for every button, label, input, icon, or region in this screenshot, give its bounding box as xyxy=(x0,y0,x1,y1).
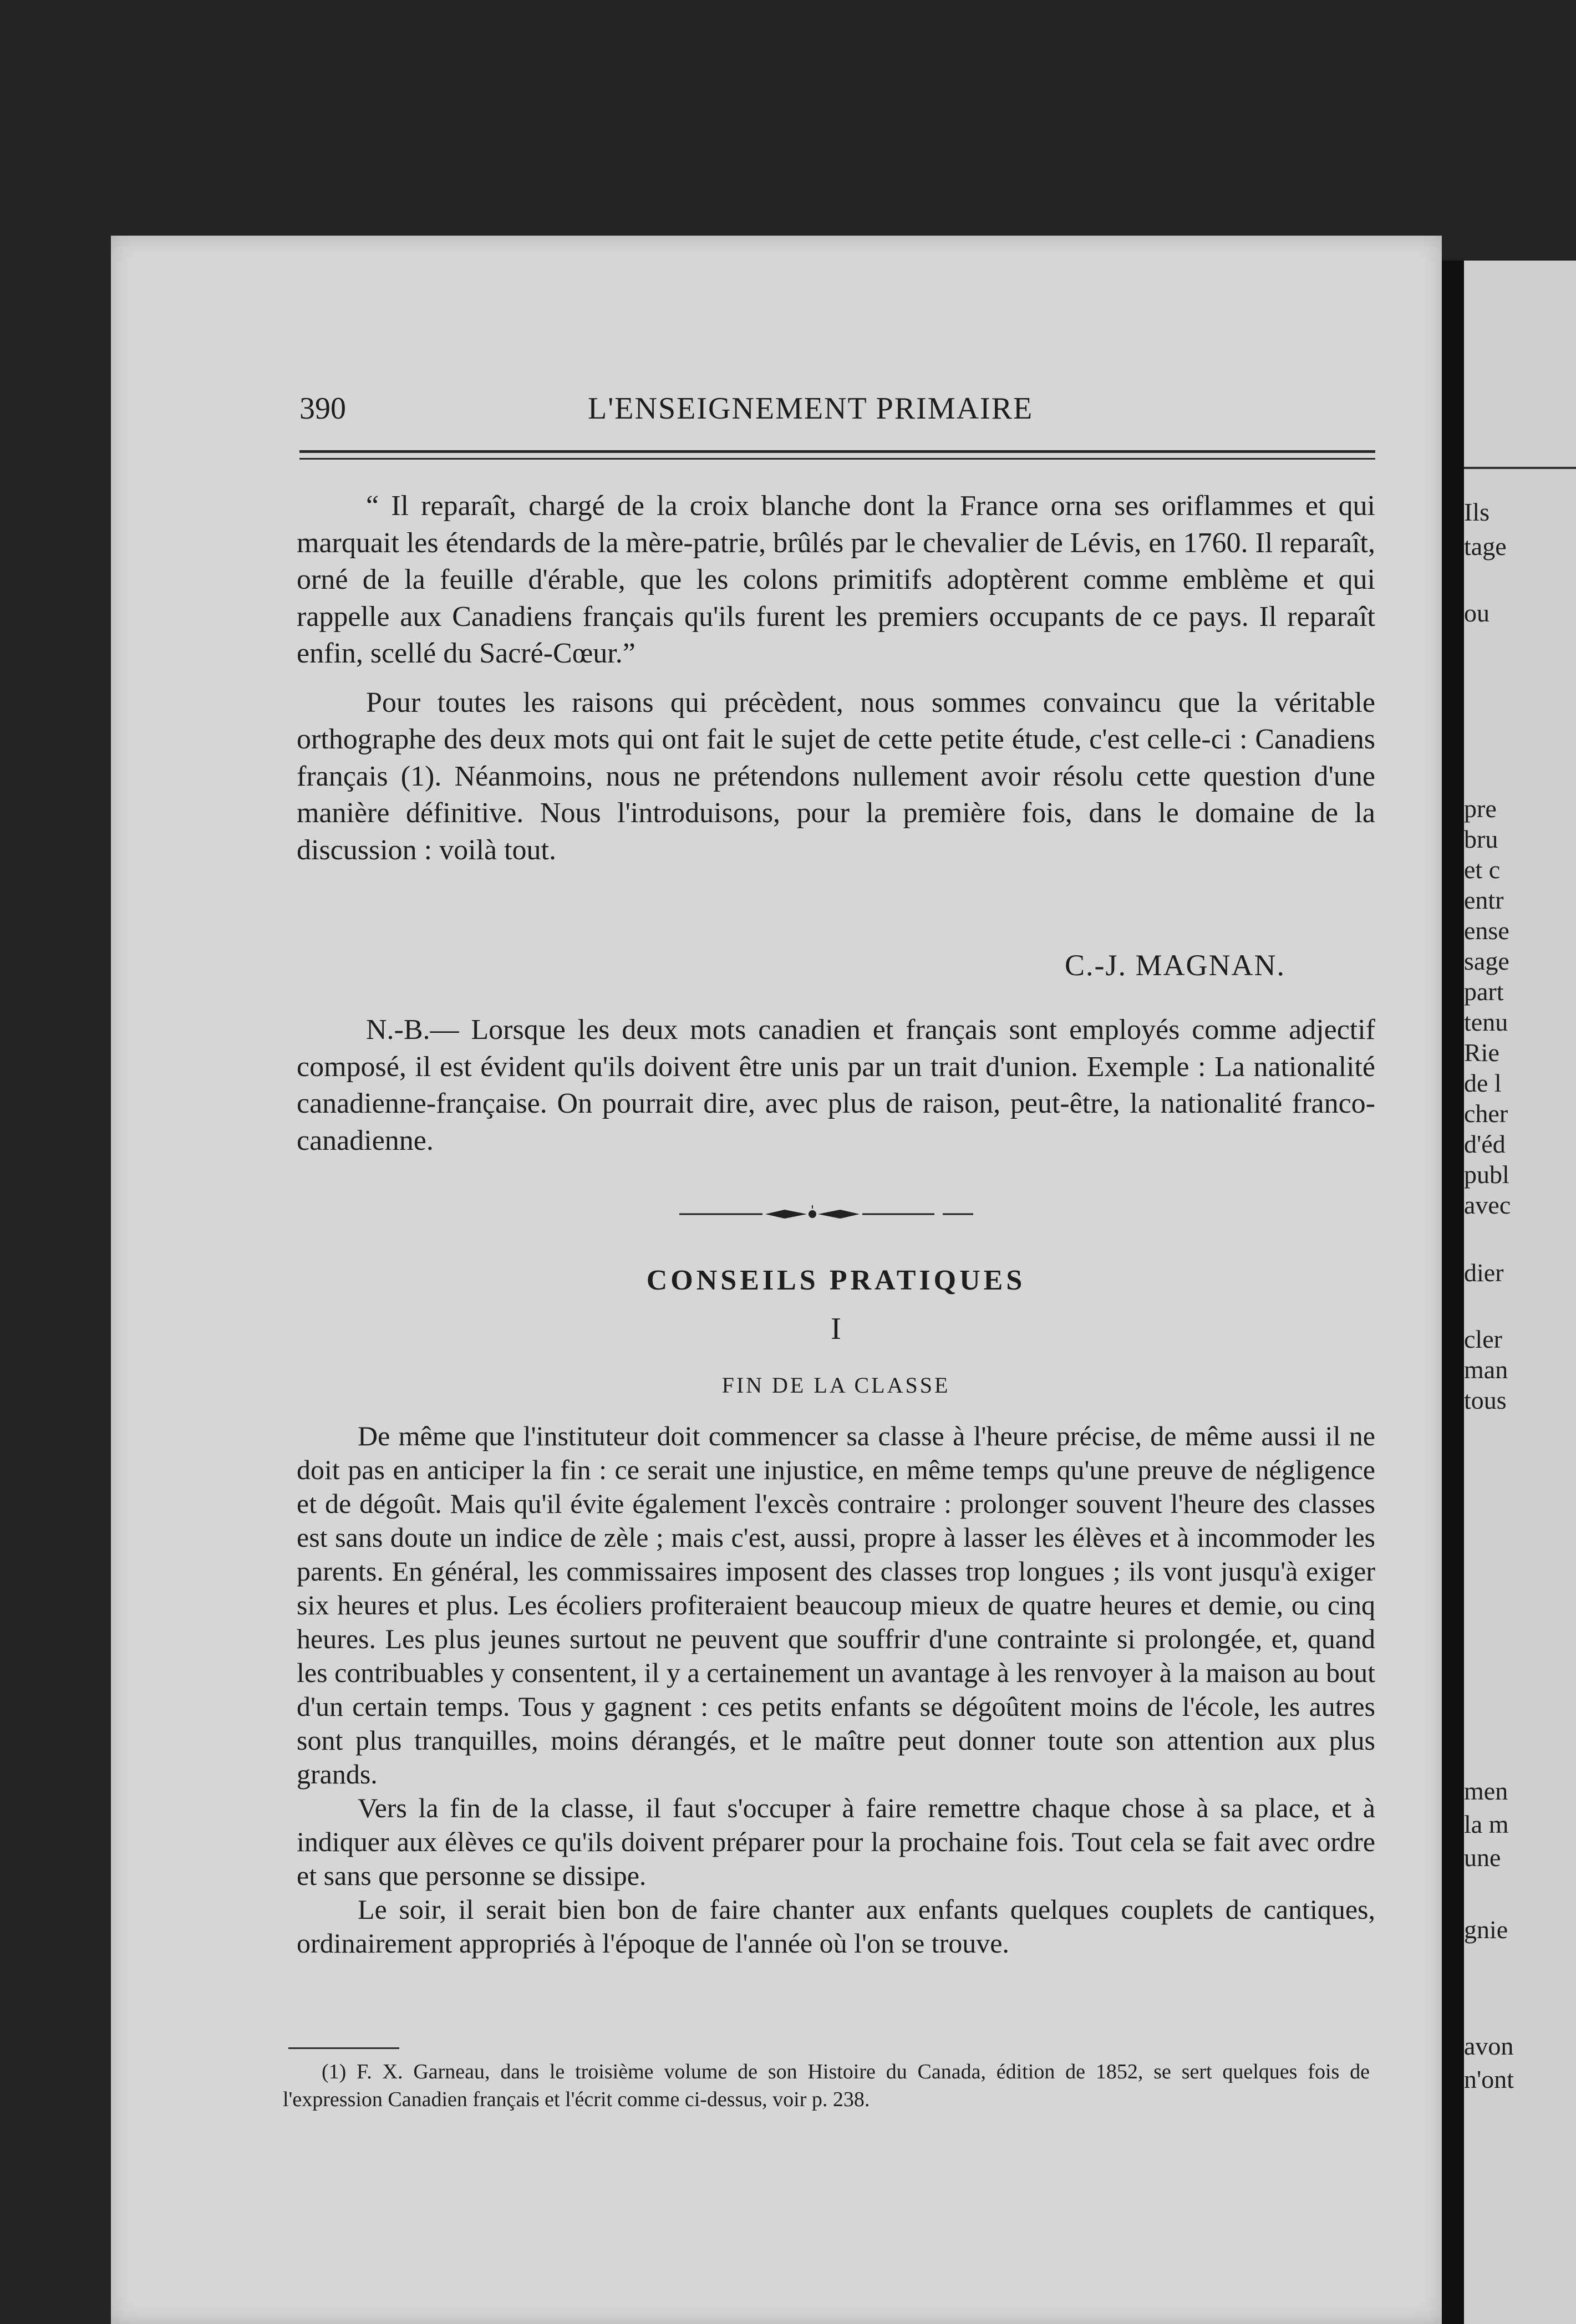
header-rule xyxy=(299,458,1375,460)
facing-page-fragment: cher xyxy=(1464,1099,1508,1128)
facing-page xyxy=(1464,261,1576,2324)
facing-page-fragment: et c xyxy=(1464,855,1501,884)
section-paragraph: De même que l'instituteur doit commencer sa classe à l'heure précise, de même aussi il ne doit pas en anticiper la fin : ce serait une injustice, en même temps qu'une preuve de négligence et de dégoût. Mais qu'il évite également l'excès contraire : prolonger souvent l'heure des classes est sans doute un indice de zèle ; mais c'est, aussi, propre à lasser les élèves et à incommoder les parents. En général, les commissaires imposent des classes trop longues ; ils vont jusqu'à exiger six heures et plus. Les écoliers profiteraient beaucoup mieux de quatre heures et demie, ou cinq heures. Les plus jeunes surtout ne peuvent que souffrir d'une contrainte si prolongée, et, quand les contribuables y consentent, il y a certainement un avantage à les renvoyer à la maison au bout d'un certain temps. Tous y gagnent : ces petits enfants se dégoûtent moins de l'école, les autres sont plus tranquilles, moins dérangés, et le maître peut donner toute son attention aux plus grands. xyxy=(297,1420,1375,1790)
nota-bene xyxy=(297,1012,1375,1159)
facing-page-fragment: ense xyxy=(1464,916,1509,945)
header-rule xyxy=(299,450,1375,453)
facing-page-fragment: gnie xyxy=(1464,1915,1508,1944)
page-number: 390 xyxy=(299,391,346,426)
footnote xyxy=(283,2058,1370,2113)
facing-page-fragment: n'ont xyxy=(1464,2065,1514,2093)
facing-page-fragment: sage xyxy=(1464,947,1509,975)
facing-page-fragment: part xyxy=(1464,977,1504,1006)
facing-page-fragment: Ils xyxy=(1464,498,1489,526)
nota-bene-paragraph: N.-B.— Lorsque les deux mots canadien et français sont employés comme adjectif composé, il est évident qu'ils doivent être unis par un trait d'union. Exemple : La nationalité canadienne-française. On pourrait dire, avec plus de raison, peut-être, la nationalité franco-canadienne. xyxy=(297,1014,1375,1156)
footnote-rule xyxy=(288,2047,399,2049)
facing-page-fragment: Rie xyxy=(1464,1038,1499,1067)
facing-page-fragment: bru xyxy=(1464,825,1498,853)
facing-page-fragment: une xyxy=(1464,1843,1501,1872)
facing-page-fragment: avon xyxy=(1464,2032,1514,2060)
author-signature: C.-J. MAGNAN. xyxy=(1065,949,1286,982)
facing-page-fragment: man xyxy=(1464,1355,1508,1384)
footnote-text: (1) F. X. Garneau, dans le troisième volume de son Histoire du Canada, édition de 1852, se sert quelques fois de l'expression Canadien français et l'écrit comme ci-dessus, voir p. 238. xyxy=(283,2060,1370,2111)
facing-page-fragment: publ xyxy=(1464,1160,1509,1189)
running-title: L'ENSEIGNEMENT PRIMAIRE xyxy=(588,391,1034,426)
facing-page-fragment: tenu xyxy=(1464,1008,1508,1036)
section-paragraph: Vers la fin de la classe, il faut s'occuper à faire remettre chaque chose à sa place, et à indiquer aux élèves ce qu'ils doivent préparer pour la prochaine fois. Tout cela se fait avec ordre et sans que personne se dissipe. xyxy=(297,1792,1375,1891)
facing-page-fragment: d'éd xyxy=(1464,1130,1506,1158)
page-header xyxy=(299,391,1386,430)
facing-page-fragment: avec xyxy=(1464,1191,1511,1219)
book-gutter xyxy=(1442,261,1464,2324)
facing-page-rule xyxy=(1464,467,1576,469)
section-subtitle: FIN DE LA CLASSE xyxy=(721,1373,950,1398)
facing-page-fragment: pre xyxy=(1464,794,1497,823)
body-text-lower xyxy=(297,1419,1375,1960)
section-title: CONSEILS PRATIQUES xyxy=(646,1265,1026,1296)
facing-page-fragment: cler xyxy=(1464,1325,1502,1353)
facing-page-fragment: de l xyxy=(1464,1069,1502,1097)
facing-page-fragment: dier xyxy=(1464,1258,1504,1287)
conclusion-paragraph: Pour toutes les raisons qui précèdent, nous sommes convaincu que la véritable orthographe des deux mots qui ont fait le sujet de cette petite étude, c'est celle-ci : Canadiens français (1). Néanmoins, nous ne prétendons nullement avoir résolu cette question d'une manière définitive. Nous l'introduisons, pour la première fois, dans le domaine de la discussion : voilà tout. xyxy=(297,686,1375,866)
facing-page-fragment: tage xyxy=(1464,532,1507,560)
facing-page-fragment: ou xyxy=(1464,599,1489,627)
section-number: I xyxy=(831,1312,841,1346)
facing-page-fragment: entr xyxy=(1464,886,1504,914)
facing-page-fragment: la m xyxy=(1464,1810,1509,1838)
body-text-upper xyxy=(297,488,1375,869)
section-paragraph: Le soir, il serait bien bon de faire chanter aux enfants quelques couplets de cantiques, ordinairement appropriés à l'époque de l'année où l'on se trouve. xyxy=(297,1894,1375,1959)
facing-page-fragment: tous xyxy=(1464,1386,1507,1414)
section-ornament xyxy=(679,1203,973,1225)
quote-paragraph: “ Il reparaît, chargé de la croix blanche dont la France orna ses oriflammes et qui marquait les étendards de la mère-patrie, brûlés par le chevalier de Lévis, en 1760. Il reparaît, orné de la feuille d'érable, que les colons primitifs adoptèrent comme emblème et qui rappelle aux Canadiens français qu'ils furent les premiers occupants de ce pays. Il reparaît enfin, scellé du Sacré-Cœur.” xyxy=(297,490,1375,669)
facing-page-fragment: men xyxy=(1464,1777,1508,1805)
